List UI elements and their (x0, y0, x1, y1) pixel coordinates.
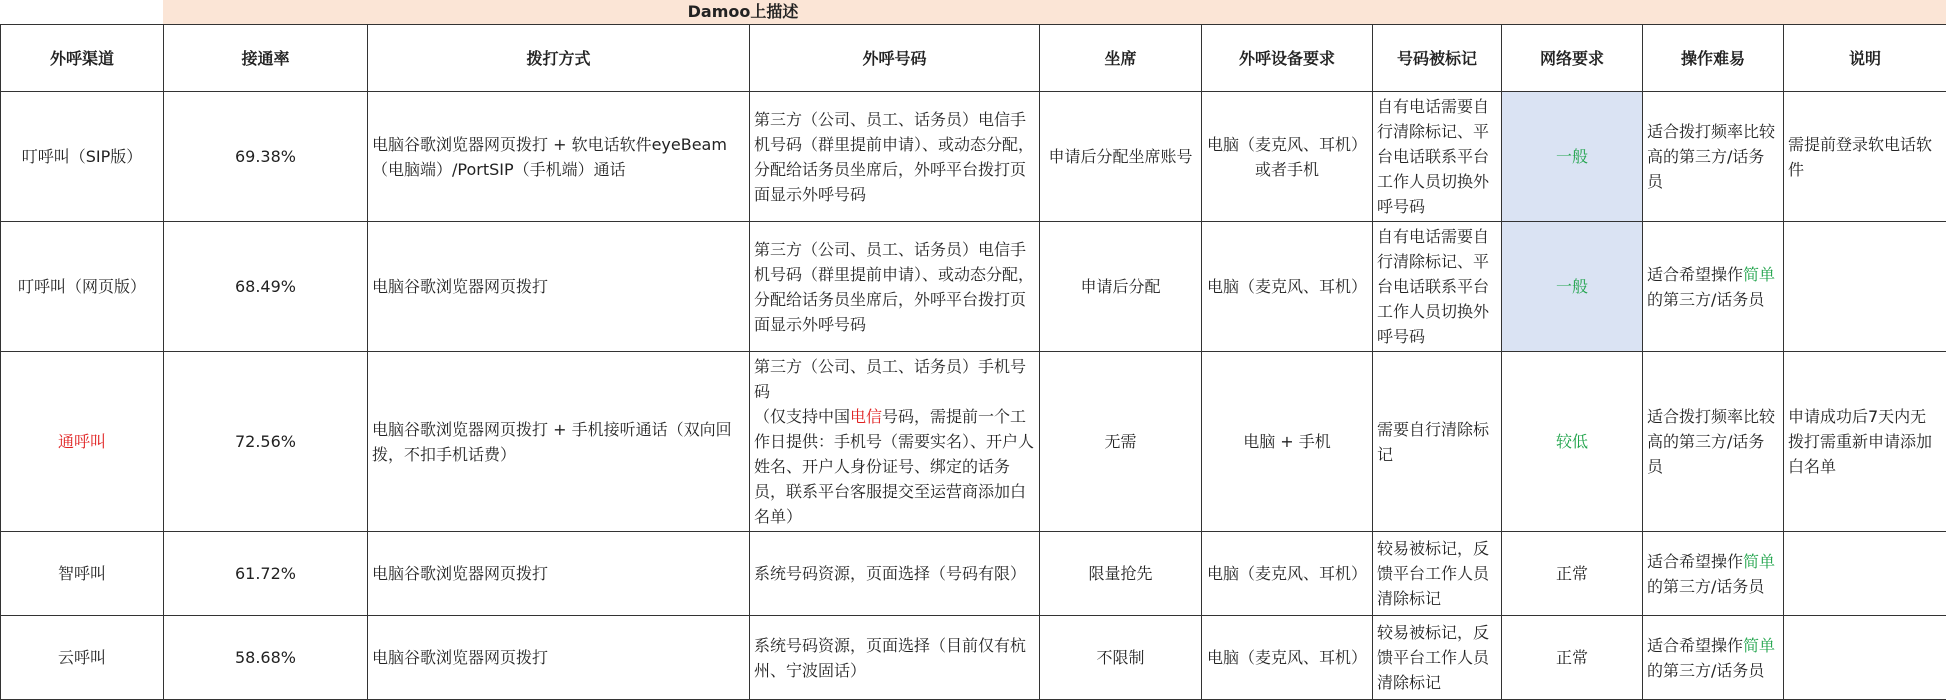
difficulty-text: 的第三方/话务员 (1647, 290, 1764, 309)
network-cell: 正常 (1502, 616, 1643, 700)
note-cell (1784, 532, 1946, 616)
method-cell: 电脑谷歌浏览器网页拨打 + 软电话软件eyeBeam（电脑端）/PortSIP（手机端）通话 (368, 92, 750, 222)
channel-cell: 云呼叫 (1, 616, 164, 700)
number-line: 第三方（公司、员工、话务员）手机号码 (754, 354, 1035, 404)
difficulty-cell (1643, 222, 1784, 352)
number-line (754, 404, 1035, 529)
network-cell: 正常 (1502, 532, 1643, 616)
difficulty-text: 适合希望操作 (1647, 265, 1743, 284)
channel-cell: 智呼叫 (1, 532, 164, 616)
marked-cell: 较易被标记，反馈平台工作人员清除标记 (1373, 532, 1502, 616)
difficulty-text: 适合希望操作 (1647, 552, 1743, 571)
difficulty-text: 适合希望操作 (1647, 636, 1743, 655)
difficulty-cell (1643, 532, 1784, 616)
header-seat: 坐席 (1040, 25, 1202, 92)
network-cell: 一般 (1502, 92, 1643, 222)
device-cell: 电脑（麦克风、耳机） (1202, 532, 1373, 616)
difficulty-highlight: 简单 (1743, 552, 1775, 571)
table-row (1, 616, 1946, 700)
banner-row (0, 0, 1946, 24)
table-row (1, 532, 1946, 616)
table-row (1, 92, 1946, 222)
note-cell: 申请成功后7天内无拨打需重新申请添加白名单 (1784, 352, 1946, 532)
marked-cell: 需要自行清除标记 (1373, 352, 1502, 532)
header-rate: 接通率 (164, 25, 368, 92)
title-banner (163, 0, 1946, 25)
network-cell: 较低 (1502, 352, 1643, 532)
header-method: 拨打方式 (368, 25, 750, 92)
seat-cell: 不限制 (1040, 616, 1202, 700)
header-channel: 外呼渠道 (1, 25, 164, 92)
method-cell: 电脑谷歌浏览器网页拨打 (368, 616, 750, 700)
header-number: 外呼号码 (750, 25, 1040, 92)
number-cell: 第三方（公司、员工、话务员）电信手机号码（群里提前申请）、或动态分配，分配给话务员坐席后，外呼平台拨打页面显示外呼号码 (750, 222, 1040, 352)
network-cell: 一般 (1502, 222, 1643, 352)
number-text: 号码，需提前一个工作日提供：手机号（需要实名）、开户人姓名、开户人身份证号、绑定的话务员，联系平台客服提交至运营商添加白名单） (754, 407, 1034, 526)
note-cell (1784, 616, 1946, 700)
difficulty-text: 的第三方/话务员 (1647, 577, 1764, 596)
rate-cell: 72.56% (164, 352, 368, 532)
header-row (1, 25, 1946, 92)
seat-cell: 申请后分配 (1040, 222, 1202, 352)
method-cell: 电脑谷歌浏览器网页拨打 + 手机接听通话（双向回拨，不扣手机话费） (368, 352, 750, 532)
difficulty-cell: 适合拨打频率比较高的第三方/话务员 (1643, 352, 1784, 532)
difficulty-text: 的第三方/话务员 (1647, 661, 1764, 680)
note-cell: 需提前登录软电话软件 (1784, 92, 1946, 222)
marked-cell: 较易被标记，反馈平台工作人员清除标记 (1373, 616, 1502, 700)
device-cell: 电脑（麦克风、耳机） (1202, 616, 1373, 700)
rate-cell: 58.68% (164, 616, 368, 700)
rate-cell: 69.38% (164, 92, 368, 222)
number-cell (750, 352, 1040, 532)
number-cell: 系统号码资源，页面选择（号码有限） (750, 532, 1040, 616)
table-row (1, 222, 1946, 352)
seat-cell: 申请后分配坐席账号 (1040, 92, 1202, 222)
difficulty-cell: 适合拨打频率比较高的第三方/话务员 (1643, 92, 1784, 222)
device-cell: 电脑 + 手机 (1202, 352, 1373, 532)
channel-cell: 通呼叫 (1, 352, 164, 532)
note-cell (1784, 222, 1946, 352)
marked-cell: 自有电话需要自行清除标记、平台电话联系平台工作人员切换外呼号码 (1373, 222, 1502, 352)
number-highlight: 电信 (850, 407, 882, 426)
channel-table (0, 24, 1946, 700)
number-cell: 第三方（公司、员工、话务员）电信手机号码（群里提前申请）、或动态分配，分配给话务员坐席后，外呼平台拨打页面显示外呼号码 (750, 92, 1040, 222)
marked-cell: 自有电话需要自行清除标记、平台电话联系平台工作人员切换外呼号码 (1373, 92, 1502, 222)
sheet-title: Damoo上描述 (563, 0, 923, 24)
device-cell: 电脑（麦克风、耳机） (1202, 222, 1373, 352)
difficulty-highlight: 简单 (1743, 265, 1775, 284)
difficulty-highlight: 简单 (1743, 636, 1775, 655)
header-marked: 号码被标记 (1373, 25, 1502, 92)
header-note: 说明 (1784, 25, 1946, 92)
seat-cell: 无需 (1040, 352, 1202, 532)
table-row (1, 352, 1946, 532)
channel-cell: 叮呼叫（SIP版） (1, 92, 164, 222)
method-cell: 电脑谷歌浏览器网页拨打 (368, 222, 750, 352)
device-cell: 电脑（麦克风、耳机）或者手机 (1202, 92, 1373, 222)
number-text: （仅支持中国 (754, 407, 850, 426)
rate-cell: 68.49% (164, 222, 368, 352)
difficulty-cell (1643, 616, 1784, 700)
banner-empty-cell (0, 0, 163, 24)
header-network: 网络要求 (1502, 25, 1643, 92)
channel-cell: 叮呼叫（网页版） (1, 222, 164, 352)
rate-cell: 61.72% (164, 532, 368, 616)
seat-cell: 限量抢先 (1040, 532, 1202, 616)
number-cell: 系统号码资源，页面选择（目前仅有杭州、宁波固话） (750, 616, 1040, 700)
header-difficulty: 操作难易 (1643, 25, 1784, 92)
header-device: 外呼设备要求 (1202, 25, 1373, 92)
method-cell: 电脑谷歌浏览器网页拨打 (368, 532, 750, 616)
